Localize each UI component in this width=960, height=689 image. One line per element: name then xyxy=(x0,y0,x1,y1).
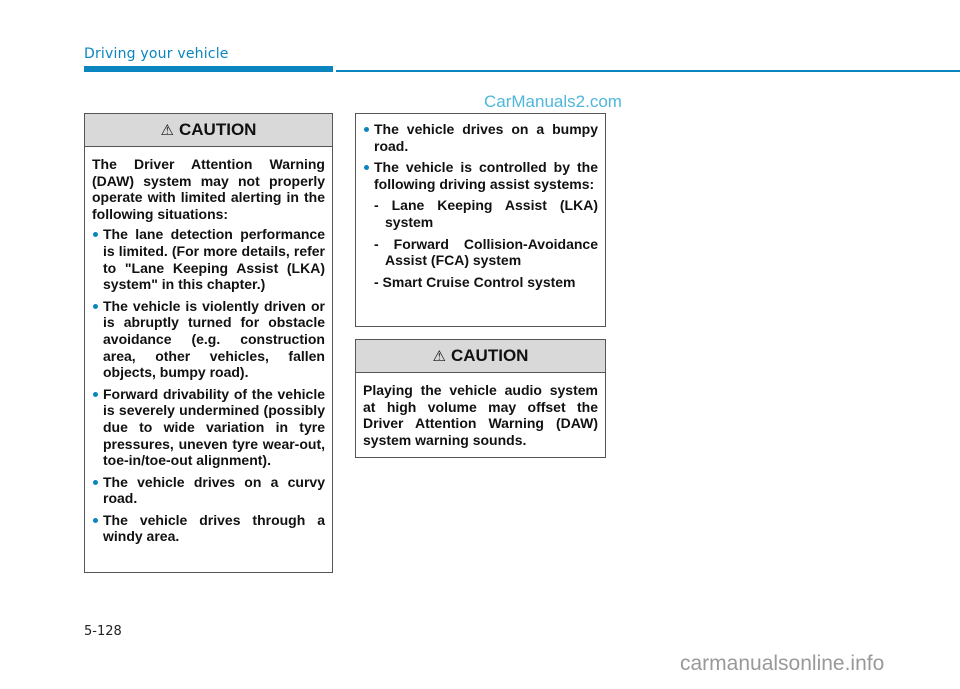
warning-icon: ⚠ xyxy=(432,348,446,365)
list-item: The vehicle is controlled by the following driving assist systems: xyxy=(363,159,598,192)
section-title: Driving your vehicle xyxy=(84,46,229,62)
page-number: 5-128 xyxy=(84,624,122,639)
watermark-top[interactable]: CarManuals2.com xyxy=(484,92,622,111)
caution-header xyxy=(356,340,605,373)
list-item: The vehicle drives through a windy area. xyxy=(92,512,325,545)
list-item: The vehicle is violently driven or is abruptly turned for obstacle avoidance (e.g. construction area, other vehicles, fallen objects, bumpy road). xyxy=(92,298,325,381)
caution-box-2 xyxy=(355,339,606,458)
continued-box xyxy=(355,113,606,327)
list-item: The vehicle drives on a bumpy road. xyxy=(363,121,598,154)
list-item: The lane detection performance is limited. (For more details, refer to "Lane Keeping Assist (LKA) system" in this chapter.) xyxy=(92,226,325,292)
caution-text: Playing the vehicle audio system at high volume may offset the Driver Attention Warning (DAW) system warning sounds. xyxy=(363,382,598,448)
header-bar xyxy=(84,66,333,72)
list-item: Forward drivability of the vehicle is severely undermined (possibly due to wide variation in tyre pressures, uneven tyre wear-out, toe-in/toe-out alignment). xyxy=(92,386,325,469)
warning-icon: ⚠ xyxy=(160,122,174,139)
caution-box-1 xyxy=(84,113,333,573)
sub-item: - Smart Cruise Control system xyxy=(374,273,576,290)
sub-item: - Lane Keeping Assist (LKA) system xyxy=(374,197,598,230)
watermark-bottom[interactable]: carmanualsonline.info xyxy=(680,652,885,675)
caution-intro: The Driver Attention Warning (DAW) system may not properly operate with limited alerting in the following situations: xyxy=(92,156,325,222)
list-item: The vehicle drives on a curvy road. xyxy=(92,474,325,507)
caution-title: CAUTION xyxy=(451,346,529,365)
caution-title: CAUTION xyxy=(179,120,257,139)
header-rule xyxy=(336,70,960,72)
sub-item: - Forward Collision-Avoidance Assist (FCA) system xyxy=(374,235,598,269)
caution-header xyxy=(85,114,332,147)
